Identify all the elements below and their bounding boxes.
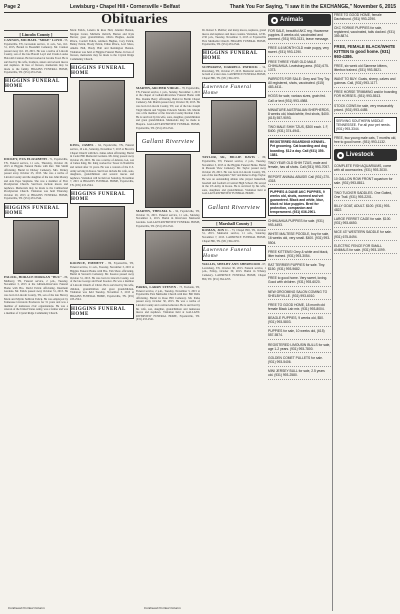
continued-note: Continued On Next Column bbox=[8, 606, 45, 610]
obituary-text: - 80, Fayetteville, TN, Funeral service, 2 p.m., Tuesday, November 3, 2015 at the Higgins Funeral Home. Burial in Pleasant View Cemetery. Mr. Taylor passed away October 29, 2015. He was born in Lincoln County, TN, son of the late Benjamin "Tab" and Rebecca Page Taylor. He was an outstanding athlete who played basketball, baseball and football at Central High School. He served in the US Army in Korea. He is survived by his wife, sons, daughters and grandchildren. Visitation held at GALLANT-RIVERVIEW FUNERAL HOME. bbox=[202, 156, 266, 196]
higgins-logo: HIGGINS FUNERAL HOME bbox=[70, 63, 134, 78]
obituary-name: ESLICK, HORACE MORGAN "BUC" bbox=[4, 275, 63, 280]
obituary-column-2 bbox=[70, 29, 134, 605]
classified-ad: FREE TO GOOD HOME, female Dachshund. (931) 993-2290. bbox=[334, 13, 397, 24]
obituary-photo bbox=[211, 100, 257, 154]
obituary-name: PARKS, LARRY STEVEN bbox=[136, 285, 177, 290]
page-number: Page 2 bbox=[4, 4, 21, 10]
classified-ad: FREE KITTENS! Grey & white and black, litter trained. (931) 993-3054. bbox=[268, 250, 331, 261]
publication-name: Lewisburg • Chapel Hill • Cornersville • Belfast bbox=[69, 4, 180, 10]
classified-ad: TWO TUCKER SADDLES. One Gaited, One Trail. (931) 993-2201. bbox=[334, 191, 397, 202]
obituary-name: KOONCE, EMMETT bbox=[70, 261, 104, 266]
classified-ad: FREE, two young male cats, 7 months old, free to good home. (931) 993-1132. bbox=[334, 136, 397, 147]
obituary-name: CANNON, MICHAEL "MIKE" LOYD bbox=[4, 38, 62, 42]
continued-note: Continued On Next Column bbox=[144, 606, 181, 610]
classified-ad: ELECTRIC FENCE FOR SMALL ANIMALS for sale. (931) 993-1099. bbox=[334, 244, 397, 255]
page-header bbox=[4, 2, 396, 13]
classified-column-1 bbox=[268, 13, 331, 611]
obituary-text: - 53, Fayetteville, TN, Graveside service, 11 a.m., Sat., Oct. 31, 2015, Buried in Boonshill Cemetery. Mr. Cannon passed away Oct. 28, 2015. He was a native of Lincoln County, son of the late Harold Loyd and Ursula Louise Holcomb Cannon. He had worked at Jerome Food. He is survived by his wife, brothers, sisters and several nieces and nephews. In lieu of flowers, memorials may be made to the family. HIGGINS FUNERAL HOME, Fayetteville, TN. (931) 433-2544. bbox=[4, 39, 68, 75]
classified-ad: PUPPIES for sale, 10 weeks old, (615) 557-5574. bbox=[268, 329, 331, 340]
animals-section-header bbox=[268, 14, 331, 26]
classified-ad: REGISTERED BOARDING KENNEL. Pet grooming. Cat boarding and dog boarding. $12 a day. Call (931) 359-1881. bbox=[268, 138, 331, 158]
higgins-logo: HIGGINS FUNERAL HOME bbox=[4, 203, 68, 218]
classified-ad: REPORT ANIMAL ABUSE! Call (931) 270-4318. bbox=[268, 175, 331, 186]
county-header: [ Lincoln County ] bbox=[4, 30, 68, 38]
column-divider bbox=[332, 13, 333, 611]
paw-icon bbox=[271, 17, 278, 24]
obituary-text: - 71, Fayetteville, TN, Funeral service, 11 a.m., Thursday, October 29, 2015 at Higgins Funeral Home with Rev. Tim Smith officiating. Burial in Dickey Cemetery. Mrs. Dickey passed away October 25, 2015. She was a native of Lincoln County and the daughter of the late John Mosley and Ada Pope Stephens. She was a member of First Presbyterian Church. Survivors include nieces and nephews. Memorials may be made to the Cumberland Presbyterian Church. Visitation was held Thursday, October 29, 2015 at HIGGINS FUNERAL HOME, Fayetteville, TN. (931) 433-2544. bbox=[4, 157, 68, 201]
higgins-logo: HIGGINS FUNERAL HOME bbox=[202, 49, 266, 64]
gallant-riverview-logo: Gallant Riverview bbox=[202, 198, 266, 218]
obituary-photo bbox=[79, 206, 125, 260]
classified-ad: NICE 43" WESTERN SADDLE for sale. (931) 675-8494. bbox=[334, 230, 397, 241]
obituary-text: - 73, Fredonia, TN, Funeral service, 2 p.m., Tuesday, November 3, 2015 at Fayetteville First Methodist Church with Rev. Bill Wells officiating. Burial in Rose Hill Cemetery. Mr. Parks passed away October 30, 2015. He was a native of Lincoln County and a retired educator. He is survived by his wife, son, daughter, grandchildren and numerous nieces and nephews. Visitation held at GALLANT-RIVERVIEW FUNERAL HOME, Fayetteville, TN. (931) 433-2541. bbox=[136, 286, 200, 322]
section-title: Livestock bbox=[346, 152, 374, 159]
classified-ad: FREE, six week old Siamese kittens, litterbox trained. (931) 993-5521. bbox=[334, 64, 397, 75]
paw-icon bbox=[337, 152, 344, 159]
obituary-name: TAYLOR, SR., BILLIE DAVIS bbox=[202, 155, 255, 160]
classified-ad: NEW GROOMING SALON COMING TO SHELBYVILLE. (931) 993-6010. bbox=[268, 290, 331, 301]
classified-ad: COMPLETE FISH AQUARIUMS, come with all accessories. (931) 993-3030. bbox=[334, 164, 397, 175]
obituary-name: DICKEY, EVA ELIZABETH bbox=[4, 156, 47, 161]
classified-ad: PUPPIES & DANE AKC PUPPIES, 9 weeks old, shots, wormed and vet guaranteed. Black and white, blue, black w/ blue puppies. Bred for protection, companion and temperament. (931) 636-2901. bbox=[268, 188, 331, 217]
lawrence-logo: Lawrence Funeral Home bbox=[202, 245, 266, 261]
obituary-photo bbox=[145, 31, 191, 85]
higgins-logo: HIGGINS FUNERAL HOME bbox=[4, 77, 68, 92]
classified-ad: WHITE MALTESE POODLE, boy for sale, 16 weeks old, very small. $400. (931) 993-5504. bbox=[268, 232, 331, 247]
obituary-text: Dr. Robert S. Pfeiffer; and many nieces, nephews, grand nieces and nephews and more cousins. Visitation, 12:30-2:30 p.m., Tuesday, November 3, 2015 at Fayetteville First Methodist Church. HIGGINS FUNERAL HOME, Fayetteville, TN. (931) 433-2544. bbox=[202, 29, 266, 47]
obituary-text: - 86, Mulberry, TN, Funeral service, 2 p.m., Tuesday, November 3, 2015 at the Gilliam-Riverview Funeral Home with Bro. David Eslick officiating. Interment Gardens. Mr. Eslick passed away October 31, 2015. He was born in Lincoln County, TN, son of the late Harvey Mack and Myrtle Sullivan Eslick. He was employed by Tennessee Livestock Producers for 31 years and was a member of numerous civic organizations. He was a veteran of the United States Army, was a farmer and was a member of Crystal Ridge Community Church. bbox=[4, 276, 68, 315]
classified-ad: RAT TERRIER PUPPIES for sale. Tiny. $150. (931) 993-9682. bbox=[268, 263, 331, 274]
classified-ad: FREE THREE YEAR OLD MALE CHIHUAHUA. Lewisburg area. (931) 675-1373. bbox=[268, 60, 331, 75]
classified-ad: GOLDEN COMET PULLETS for sale. (931) 993-5406. bbox=[268, 356, 331, 367]
obituary-column-1 bbox=[4, 29, 68, 605]
classified-ad: LARGE FERRET CAGE for sale. $100. (931) 993-6650. bbox=[334, 217, 397, 228]
obituary-column-4 bbox=[202, 29, 266, 605]
obituary-text: - 92, Fayetteville, TN, October 31, 2015. Funeral service, 11 a.m., Monday, November 2, 2015. Burial in Riverview Memorial Gardens. GALLANT-RIVERVIEW FUNERAL HOME, Fayetteville, TN. (931) 433-2541. bbox=[136, 210, 200, 228]
obituary-name: ROMAN, JON C. bbox=[202, 227, 229, 232]
livestock-section-header bbox=[334, 149, 397, 161]
lawrence-logo: Lawrence Funeral Home bbox=[202, 82, 266, 98]
obituary-text: - 64, Fayetteville, TN, Funeral service, 10 a.m., Saturday, November 7, 2015 at Brown's Chapel Church with Rev. James Allen officiating. Burial in Cedar Hill Memorial Gardens. Mr. King passed away October 29, 2015. He was a native of Atlanta, GA, son of James King, Mr. King worked for Tower in Nashville and retired after 31 years. He was a veteran of the U.S. Army serving in Korea. Survivors include his wife, sons, daughters, grandchildren and several nieces and nephews. Visitation will be held on Saturday, November 7, 2015 at HIGGINS FUNERAL HOME, Fayetteville, TN. (931) 433-2544. bbox=[70, 144, 134, 187]
classified-ad: 10 GALLON ROW FRONT aquarium for sale. (931) 993-8811. bbox=[334, 177, 397, 188]
obituary-text: - 54, Petersburg, TN, October 27, 2015. Memorial service to be held at a later date. LAWRENCE FUNERAL HOME, Chapel Hill, TN. (931) 364-2255. bbox=[202, 65, 266, 80]
classified-ad: STOCK COWS for sale, very reasonably priced. (931) 993-4485. bbox=[334, 104, 397, 115]
obituary-text: - 73, Chapel Hill, TN, October 31, 2015. Memorial service, 11 a.m., Saturday, November 7, 2015. LAWRENCE FUNERAL HOME, Chapel Hill, TN. (931) 364-2255. bbox=[202, 228, 266, 243]
classified-ad: CHIHUAHUA PUPPIES for sale. (931) 993-4493. bbox=[268, 219, 331, 230]
obituary-name: WALLIS, SHELBY ANN SHERWOOD bbox=[202, 262, 260, 267]
obituary-photo bbox=[145, 230, 191, 284]
higgins-logo: HIGGINS FUNERAL HOME bbox=[70, 304, 134, 319]
classified-ad: FREE 4-6 MONTH OLD male puppy, very sweet. (931) 993-1290. bbox=[268, 46, 331, 57]
classified-ad: FREE TO GOOD HOME, 18 month old female Black Lab mix. (931) 993-8004. bbox=[268, 303, 331, 314]
classified-ad: MINIATURE AUSTRALIAN SHEPHERDS, 8 weeks old, black/white, first shots, $400. (615) 557-9093. bbox=[268, 108, 331, 123]
obituary-photo bbox=[79, 80, 125, 142]
classified-column-2 bbox=[334, 13, 397, 611]
classified-ad: WANT TO BUY: Goats, sheep, calves and guineas. Call, (931) 993-1177. bbox=[334, 77, 397, 88]
obituary-photo bbox=[13, 94, 59, 156]
obituaries-title: Obituaries bbox=[101, 12, 168, 27]
classified-ad: PARROTS FOR SALE: Grey and Tiny Toy. All registered, shots, vaccinated. (615) 483-4411. bbox=[268, 77, 331, 92]
header-tagline: Thank You For Saying, "I saw it in the EXCHANGE," November 6, 2015 bbox=[229, 4, 396, 10]
obituary-text: - 78, Fayetteville, TN, Funeral service, 1 p.m., Sunday, November 1, 2015 at the chapel of Gallant-Riverview Funeral Home with Bro. Ronnie Berry officiating. Burial in Berlin Chapel Cemetery. Mr. Martin passed away October 30, 2015. He was born in Lincoln County, TN, son of the late Joseph Virgil Martin and Virginia Edwards Martin. Mr. Martin was a life member of the Lincoln County Ruritan Club. He is survived by his wife, sons, daughter, grandchildren and great grandchildren. Memorials may be made to Hospice. GALLANT-RIVERVIEW FUNERAL HOME, Fayetteville, TN. (931) 433-2541. bbox=[136, 87, 200, 130]
obituary-name: KING, JAMES bbox=[70, 143, 94, 148]
classified-ad: TWO YEAR OLD SHIH TZUS, male and female, has all shots. Call (931) 993-7057. bbox=[268, 161, 331, 172]
classified-ad: TWO MALE SHIH TZUS, $300 each. 1 F, $400. (931) 374-4941. bbox=[268, 125, 331, 136]
classified-ad: CKC YORKIE PUPPIES for sale, registered, vaccinated, tails docked. (931) 359-8874. bbox=[334, 26, 397, 41]
higgins-logo: HIGGINS FUNERAL HOME bbox=[70, 189, 134, 204]
classified-ad: SERVING SOUTHERN MIDDLE TENNESSEE. For all your pet needs. (931) 993-3344. bbox=[334, 117, 397, 133]
obituaries-section bbox=[4, 13, 265, 611]
classified-ad: FREE, FEMALE BLACK/WHITE KITTEN to good home. (931) 993-4386. bbox=[334, 44, 397, 62]
county-header: [ Marshall County ] bbox=[202, 220, 266, 228]
section-title: Animals bbox=[280, 17, 304, 23]
obituary-name: MARTIN, ARCHER VIRGIL bbox=[136, 86, 180, 90]
classified-ad: REGISTERED LIMOUSIN BULLS for sale, age 1-2 years. (931) 993-7800. bbox=[268, 343, 331, 354]
classified-ad: FOR SALE, beautiful AKC reg. Havanese puppies. 8 weeks old, vaccinated and wormed. (931) 993-3131, leave message. bbox=[268, 29, 331, 44]
obituary-photo bbox=[13, 220, 59, 274]
classified-ad: MINI JERSEY BULL for sale, 2.5 years old. (931) 993-2580. bbox=[268, 369, 331, 380]
obituary-text: - 67, Lewisburg, TN, October 30, 2015. Funeral service, 1 p.m., Friday, October 30, 2015. Burial in Whaley Cemetery. LAWRENCE FUNERAL HOME, Chapel Hill, TN. (931) 364-2255. bbox=[202, 263, 266, 281]
obituary-name: MARTIN, THELMA S. bbox=[136, 209, 172, 214]
obituary-text: - 89, Fayetteville, TN, Funeral service, 11 a.m., Tuesday, November 3, 2015 at Higgins Funeral Home with Bro. Tim Shaw officiating. Burial in Stewart's Cemetery. Mr. Koonce passed away October 31, 2015. He was born in Lincoln County, son of the late George and Pearl Koonce. He was a member of Lincoln Church of Christ. He is survived by his wife, children, grandchildren and great grandchildren. Visitation was held Tuesday, November 3, 2015 at HIGGINS FUNERAL HOME, Fayetteville, TN. (931) 433-2544. bbox=[70, 262, 134, 302]
classified-ad: BEAGLE PUPPIES, 9 weeks old, $50. (931) 993-5803. bbox=[268, 316, 331, 327]
classified-ad: BILLY GOAT, ADULT. $100. (931) 993-4822. bbox=[334, 204, 397, 215]
obituary-text: Mack Eslick, Lanetta & Ross Hall, Jennifer Benton, Morgan Carter, Michelle Oelrich, Burton and Kyle Barton; great grandchildren, Olivia Hughes, Austin Prince, Cordell Eslick, Addison Hughes, Cory Eslick, Bailey Eslick, Brody Eslick, Ethan Prince, Levi Moss, Amelia Hall, Brady Hall and Remington Benton. Visitation was held at Higgins Funeral Home. In lieu of flowers, memorials may be made to the Crystal Ridge Community Church. bbox=[70, 29, 134, 61]
classifieds-section bbox=[268, 13, 397, 611]
obituary-column-3 bbox=[136, 29, 200, 605]
classified-ad: FREE HORSE TRIMMING and/or boarding FOR HORSES. (931) 993-5513. bbox=[334, 90, 397, 101]
classified-ad: HOGS for sale, various sizes, grain fed. Call or text (931) 993-4988. bbox=[268, 94, 331, 105]
obituary-photo bbox=[145, 154, 191, 208]
obituary-name: SCHWARTZ, DARRELL PATRICK bbox=[202, 64, 258, 69]
classified-ad: FREE to good home. Very sweet, loving. Good with children. (931) 993-6020. bbox=[268, 276, 331, 287]
gallant-riverview-logo: Gallant Riverview bbox=[136, 132, 200, 152]
